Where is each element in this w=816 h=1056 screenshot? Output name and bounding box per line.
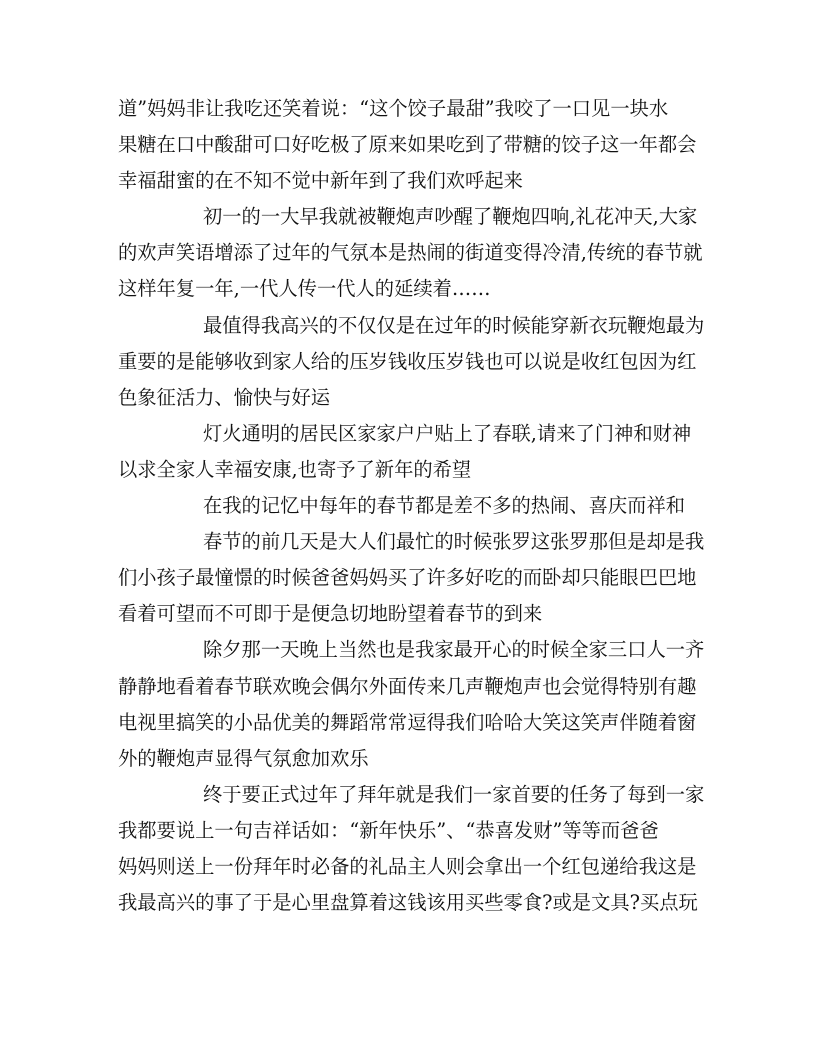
text-line: 我最高兴的事了于是心里盘算着这钱该用买些零食?或是文具?买点玩 (118, 891, 698, 915)
text-line: 外的鞭炮声显得气氛愈加欢乐 (118, 746, 369, 770)
paragraph-first-line: 除夕那一天晚上当然也是我家最开心的时候全家三口人一齐 (203, 638, 705, 662)
text-line: 道”妈妈非让我吃还笑着说：“这个饺子最甜”我咬了一口见一块水 (118, 97, 669, 120)
text-line: 这样年复一年,一代人传一代人的延续着…… (118, 277, 491, 301)
text-line: 果糖在口中酸甜可口好吃极了原来如果吃到了带糖的饺子这一年都会 (118, 133, 697, 157)
text-line: 看着可望而不可即于是便急切地盼望着春节的到来 (118, 602, 543, 626)
text-line: 我都要说上一句吉祥话如：“新年快乐”、“恭喜发财”等等而爸爸 (118, 818, 659, 842)
text-line: 们小孩子最憧憬的时候爸爸妈妈买了许多好吃的而卧却只能眼巴巴地 (118, 566, 697, 590)
text-line: 幸福甜蜜的在不知不觉中新年到了我们欢呼起来 (118, 169, 523, 193)
text-line: 重要的是能够收到家人给的压岁钱收压岁钱也可以说是收红包因为红 (118, 349, 697, 373)
paragraph-first-line: 春节的前几天是大人们最忙的时候张罗这张罗那但是却是我 (203, 530, 705, 554)
paragraph-first-line: 初一的一大早我就被鞭炮声吵醒了鞭炮四响,礼花冲天,大家 (203, 205, 698, 229)
text-line: 妈妈则送上一份拜年时必备的礼品主人则会拿出一个红包递给我这是 (118, 854, 697, 878)
text-line: 静静地看着春节联欢晚会偶尔外面传来几声鞭炮声也会觉得特别有趣 (118, 674, 697, 698)
text-line: 以求全家人幸福安康,也寄予了新年的希望 (118, 457, 472, 481)
paragraph-first-line: 在我的记忆中每年的春节都是差不多的热闹、喜庆而祥和 (203, 494, 686, 518)
text-line: 的欢声笑语增添了过年的气氛本是热闹的街道变得冷清,传统的春节就 (118, 241, 703, 265)
text-line: 电视里搞笑的小品优美的舞蹈常常逗得我们哈哈大笑这笑声伴随着窗 (118, 710, 697, 734)
text-line: 色象征活力、愉快与好运 (118, 385, 331, 409)
paragraph-first-line: 终于要正式过年了拜年就是我们一家首要的任务了每到一家 (203, 782, 705, 806)
document-body (118, 91, 705, 921)
paragraph-first-line: 最值得我高兴的不仅仅是在过年的时候能穿新衣玩鞭炮最为 (203, 313, 705, 337)
paragraph-first-line: 灯火通明的居民区家家户户贴上了春联,请来了门神和财神 (203, 421, 692, 445)
